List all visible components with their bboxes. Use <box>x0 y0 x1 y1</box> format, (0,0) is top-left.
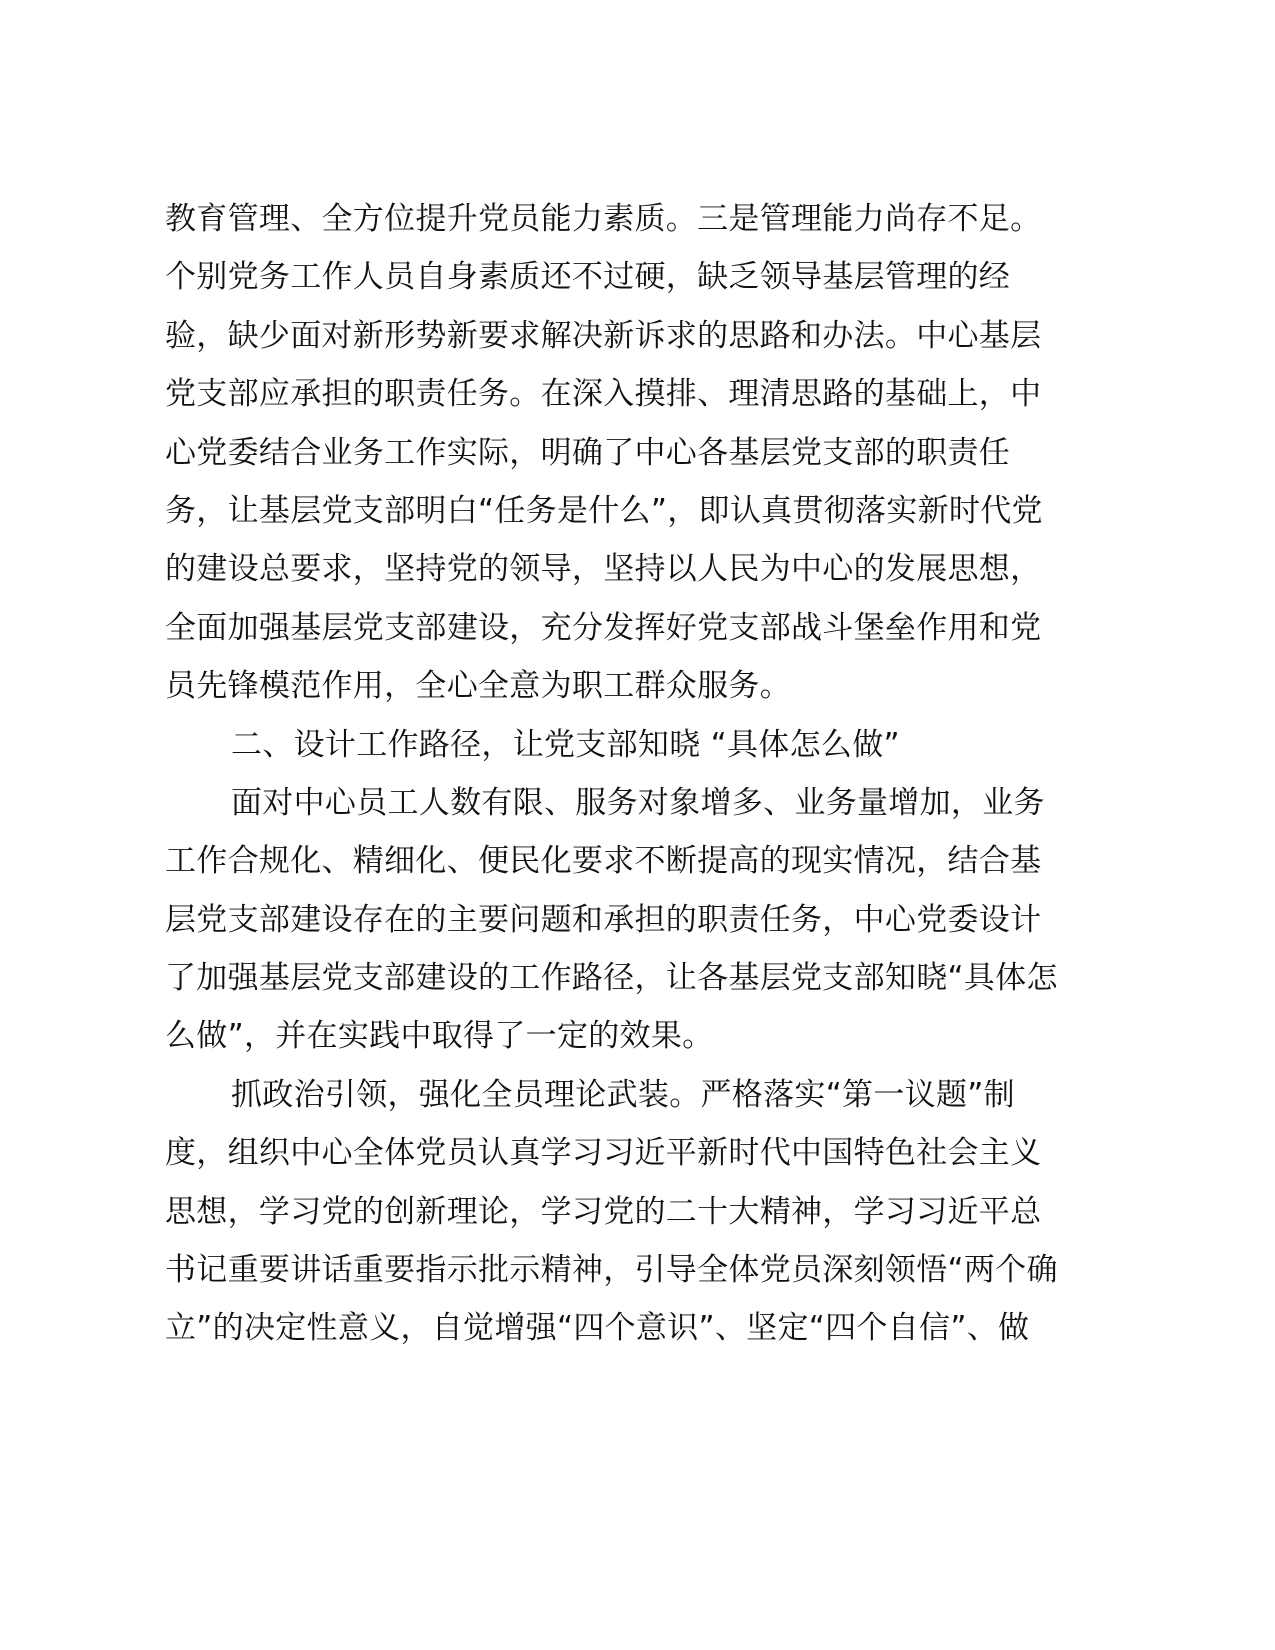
text-line: 验，缺少面对新形势新要求解决新诉求的思路和办法。中心基层 <box>165 317 1042 354</box>
text-line: 了加强基层党支部建设的工作路径，让各基层党支部知晓“具体怎 <box>165 960 1058 997</box>
text-line: 层党支部建设存在的主要问题和承担的职责任务，中心党委设计 <box>165 901 1042 938</box>
text-line: 的建设总要求，坚持党的领导，坚持以人民为中心的发展思想， <box>165 551 1042 588</box>
paragraph-first-line: 面对中心员工人数有限、服务对象增多、业务量增加，业务 <box>231 784 1045 821</box>
text-line: 党支部应承担的职责任务。在深入摸排、理清思路的基础上，中 <box>165 376 1042 413</box>
text-line: 个别党务工作人员自身素质还不过硬，缺乏领导基层管理的经 <box>165 259 1011 296</box>
text-line: 书记重要讲话重要指示批示精神，引导全体党员深刻领悟“两个确 <box>165 1252 1058 1289</box>
text-line: 么做”，并在实践中取得了一定的效果。 <box>165 1018 714 1055</box>
text-line: 思想，学习党的创新理论，学习党的二十大精神，学习习近平总 <box>165 1193 1042 1230</box>
paragraph-first-line: 抓政治引领，强化全员理论武装。严格落实“第一议题”制 <box>231 1076 1015 1113</box>
text-line: 员先锋模范作用，全心全意为职工群众服务。 <box>165 668 791 705</box>
text-line: 立”的决定性意义，自觉增强“四个意识”、坚定“四个自信”、做 <box>165 1310 1030 1347</box>
text-line: 心党委结合业务工作实际，明确了中心各基层党支部的职责任 <box>165 434 1011 471</box>
text-line: 全面加强基层党支部建设，充分发挥好党支部战斗堡垒作用和党 <box>165 609 1042 646</box>
text-line: 度，组织中心全体党员认真学习习近平新时代中国特色社会主义 <box>165 1135 1042 1172</box>
text-line: 工作合规化、精细化、便民化要求不断提高的现实情况，结合基 <box>165 843 1042 880</box>
text-line: 务，让基层党支部明白“任务是什么”，即认真贯彻落实新时代党 <box>165 492 1043 529</box>
text-line: 教育管理、全方位提升党员能力素质。三是管理能力尚存不足。 <box>165 201 1042 237</box>
body-text <box>165 190 1125 1358</box>
section-heading: 二、设计工作路径，让党支部知晓 “具体怎么做” <box>231 726 900 763</box>
